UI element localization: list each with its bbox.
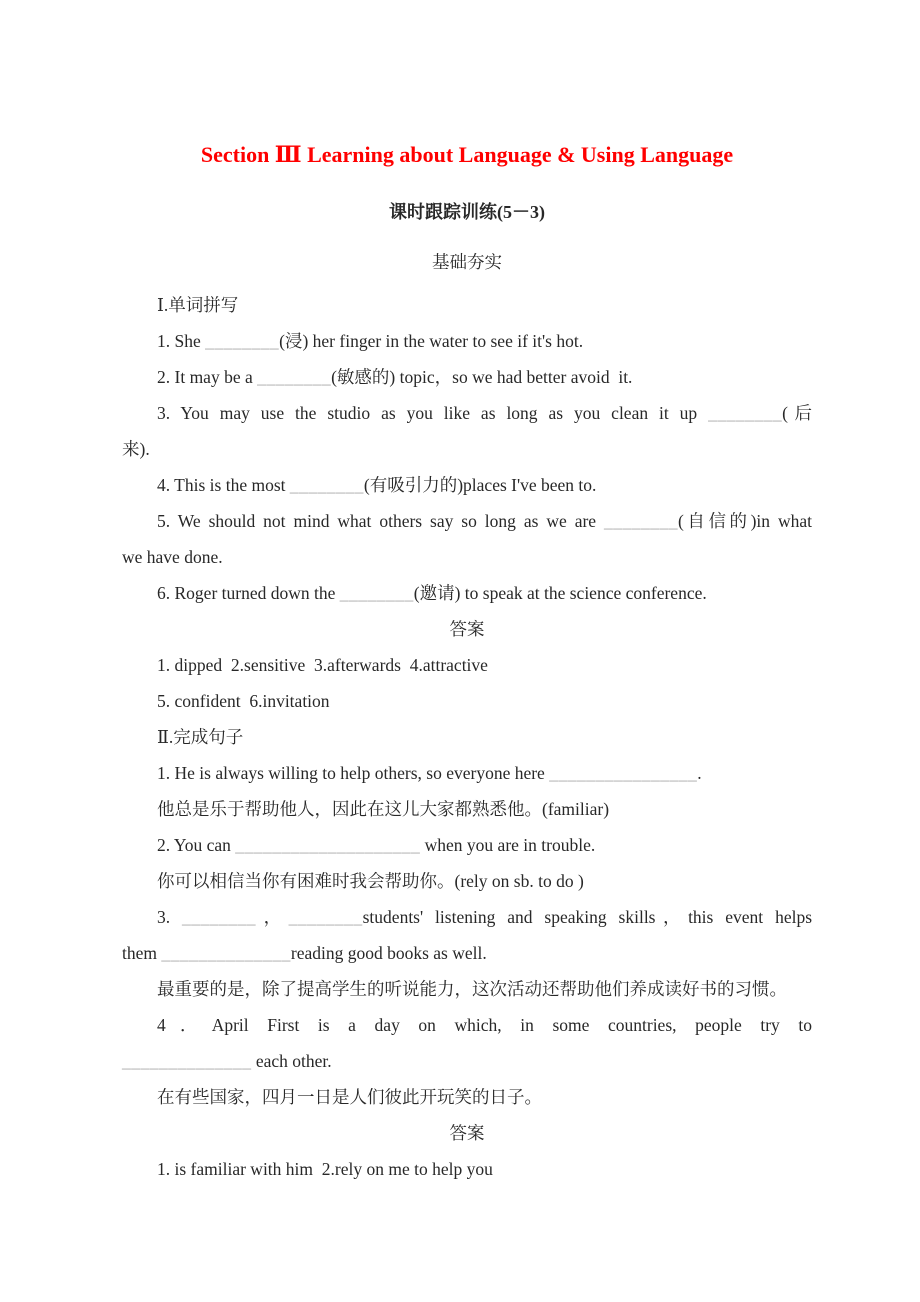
ex1-item-5-line-2: we have done. (122, 547, 223, 567)
ex2-item-2-line-1: 2. You can ____________________ when you are in trouble. (157, 835, 596, 855)
ex2-item-2-note: 你可以相信当你有困难时我会帮助你。(rely on sb. to do ) (157, 871, 584, 891)
ex2-answers-line-1: 1. is familiar with him 2.rely on me to help you (157, 1159, 493, 1179)
fill-in-blank: ____________________ (235, 835, 421, 855)
ex1-item-3-line-2: 来). (122, 439, 150, 459)
ex1-answers-line-1: 1. dipped 2.sensitive 3.afterwards 4.attractive (157, 655, 488, 675)
section-1-label: Ⅰ.单词拼写 (157, 295, 239, 315)
ex1-item-4: 4. This is the most ________(有吸引力的)places I've been to. (157, 475, 597, 495)
answer-label-1: 答案 (449, 619, 485, 639)
section-2-label: Ⅱ.完成句子 (157, 727, 244, 747)
ex2-item-4-note: 在有些国家，四月一日是人们彼此开玩笑的日子。 (157, 1087, 542, 1107)
fill-in-blank: ________________ (549, 763, 698, 783)
doc-subtitle: 课时跟踪训练(5－3) (389, 202, 545, 222)
ex1-answers-line-2: 5. confident 6.invitation (157, 691, 330, 711)
fill-in-blank: ________ (205, 331, 280, 351)
ex2-item-4-line-2: ______________ each other. (122, 1051, 332, 1071)
ex2-item-4-line-1: 4．April First is a day on which, in some countries, people try to (157, 1015, 812, 1035)
ex1-item-6: 6. Roger turned down the ________(邀请) to speak at the science conference. (157, 583, 707, 603)
fill-in-blank: ________ (339, 583, 414, 603)
ex2-item-3-line-2: them ______________reading good books as well. (122, 943, 487, 963)
ex2-item-3-line-1: 3. ________，________students' listening and speaking skills，this event helps (157, 907, 813, 927)
fill-in-blank: ________ (288, 907, 363, 927)
ex1-item-3-line-1: 3. You may use the studio as you like as long as you clean it up ________(后 (157, 403, 812, 423)
ex2-item-1-note: 他总是乐于帮助他人，因此在这儿大家都熟悉他。(familiar) (157, 799, 610, 819)
heading-basics: 基础夯实 (432, 252, 502, 272)
ex1-item-5-line-1: 5. We should not mind what others say so long as we are ________(自信的)in what (157, 511, 812, 531)
fill-in-blank: ______________ (122, 1051, 252, 1071)
fill-in-blank: ________ (257, 367, 332, 387)
document-body (122, 137, 812, 1187)
fill-in-blank: ________ (182, 907, 257, 927)
ex1-item-2: 2. It may be a ________(敏感的) topic，so we had better avoid it. (157, 367, 633, 387)
ex2-item-3-note: 最重要的是，除了提高学生的听说能力，这次活动还帮助他们养成读好书的习惯。 (157, 979, 787, 999)
doc-title: Section Ⅲ Learning about Language & Using Language (200, 142, 734, 167)
fill-in-blank: ______________ (161, 943, 291, 963)
fill-in-blank: ________ (708, 403, 783, 423)
ex1-item-1: 1. She ________(浸) her finger in the water to see if it's hot. (157, 331, 584, 351)
ex2-item-1-line-1: 1. He is always willing to help others, so everyone here ________________. (157, 763, 702, 783)
fill-in-blank: ________ (289, 475, 364, 495)
fill-in-blank: ________ (604, 511, 679, 531)
answer-label-2: 答案 (449, 1123, 485, 1143)
